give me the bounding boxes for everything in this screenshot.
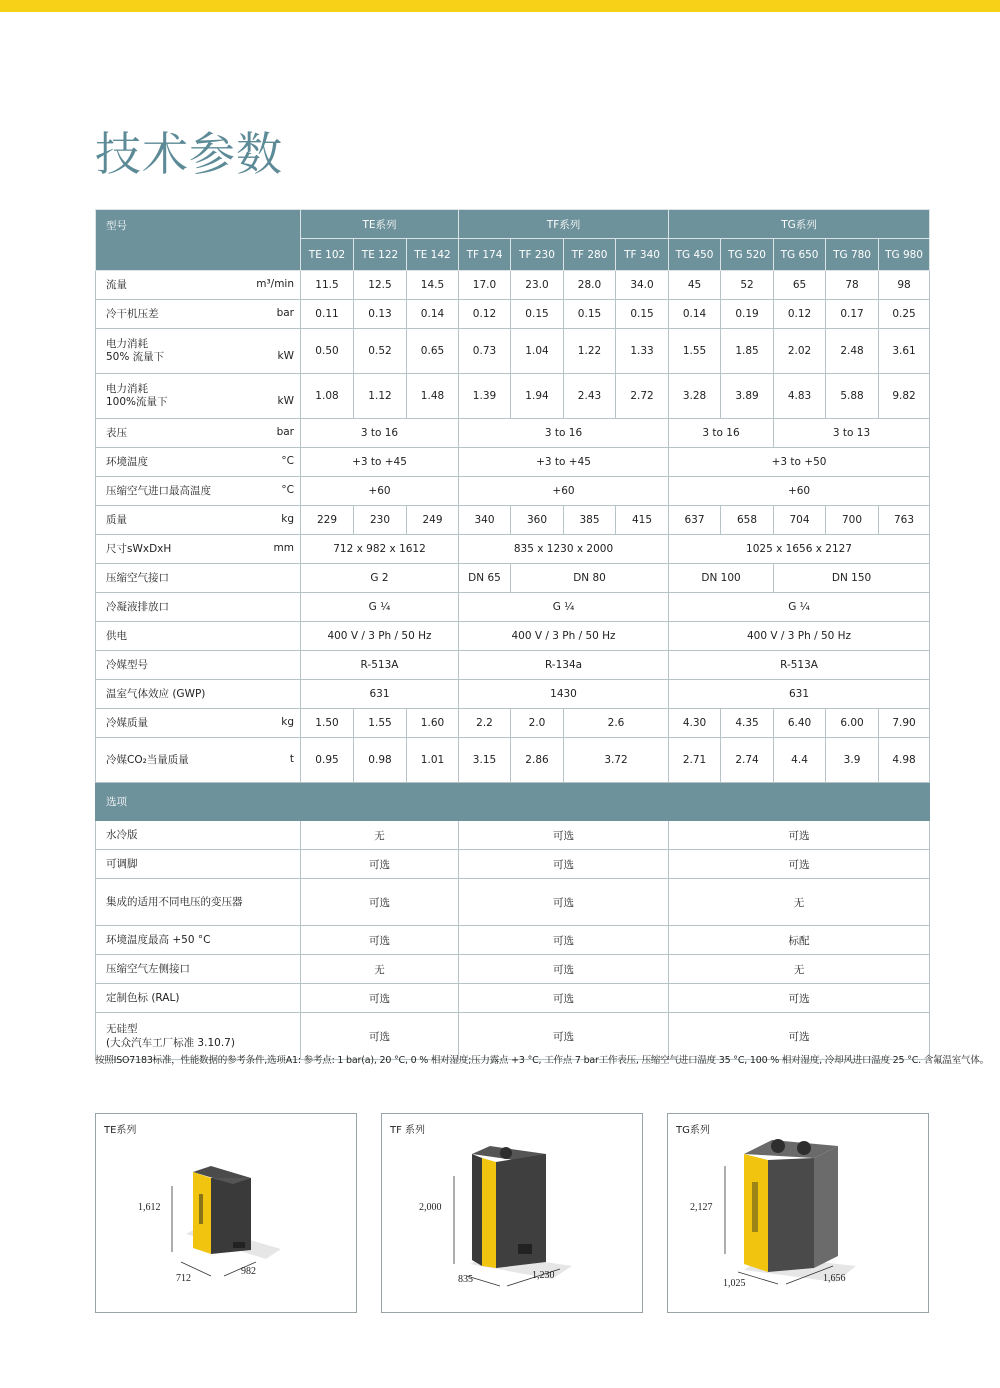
option-cell: 可选: [669, 984, 930, 1013]
options-header-row: [96, 783, 930, 821]
spec-cell: 0.73: [459, 329, 511, 374]
option-cell: 可选: [459, 955, 669, 984]
series-header-tf: TF系列: [459, 210, 669, 239]
spec-cell: 0.65: [407, 329, 459, 374]
spec-cell: 23.0: [511, 271, 564, 300]
spec-cell: 0.95: [301, 738, 354, 783]
spec-cell: 1.55: [669, 329, 721, 374]
row-label: [96, 419, 301, 448]
spec-cell: +60: [301, 477, 459, 506]
model-tg-980: TG 980: [879, 239, 930, 271]
spec-cell: 0.15: [616, 300, 669, 329]
spec-cell: 400 V / 3 Ph / 50 Hz: [669, 622, 930, 651]
spec-cell: 400 V / 3 Ph / 50 Hz: [301, 622, 459, 651]
spec-cell: 17.0: [459, 271, 511, 300]
spec-cell: 34.0: [616, 271, 669, 300]
spec-cell: 0.14: [669, 300, 721, 329]
te-dimension-lines: [96, 1114, 358, 1314]
option-cell: 标配: [669, 926, 930, 955]
spec-cell: 1.39: [459, 374, 511, 419]
model-tg-450: TG 450: [669, 239, 721, 271]
spec-cell: G ¼: [669, 593, 930, 622]
option-cell: 可选: [459, 1013, 669, 1060]
top-accent-bar: [0, 0, 1000, 12]
spec-cell: 3.61: [879, 329, 930, 374]
row-name: 质量: [106, 514, 127, 526]
spec-cell: 400 V / 3 Ph / 50 Hz: [459, 622, 669, 651]
spec-cell: 2.6: [564, 709, 669, 738]
spec-cell: 0.11: [301, 300, 354, 329]
spec-cell: 1.60: [407, 709, 459, 738]
model-tg-650: TG 650: [774, 239, 826, 271]
te-depth-label: 982: [241, 1266, 256, 1277]
option-name: 可调脚: [106, 858, 138, 870]
model-tf-174: TF 174: [459, 239, 511, 271]
option-name: 集成的适用不同电压的变压器: [106, 896, 243, 908]
panel-tf: [381, 1113, 643, 1313]
spec-cell: 658: [721, 506, 774, 535]
row-label: [96, 651, 301, 680]
spec-cell: 3 to 16: [669, 419, 774, 448]
row-label: [96, 738, 301, 783]
row-label: [96, 564, 301, 593]
spec-cell: 6.00: [826, 709, 879, 738]
option-name: 水冷版: [106, 829, 138, 841]
spec-cell: 0.12: [774, 300, 826, 329]
model-header: 型号: [96, 210, 301, 271]
spec-cell: G 2: [301, 564, 459, 593]
spec-cell: 3.15: [459, 738, 511, 783]
spec-cell: DN 150: [774, 564, 930, 593]
spec-cell: G ¼: [301, 593, 459, 622]
spec-cell: 7.90: [879, 709, 930, 738]
spec-cell: 3.28: [669, 374, 721, 419]
spec-cell: 2.71: [669, 738, 721, 783]
model-tf-230: TF 230: [511, 239, 564, 271]
row-name: 流量: [106, 279, 127, 291]
spec-cell: 0.13: [354, 300, 407, 329]
option-cell: 无: [301, 821, 459, 850]
spec-cell: R-513A: [301, 651, 459, 680]
spec-row: [96, 680, 930, 709]
row-name: 冷媒CO₂当量质量: [106, 754, 189, 766]
spec-cell: 3.89: [721, 374, 774, 419]
spec-cell: 3 to 13: [774, 419, 930, 448]
option-cell: 可选: [459, 850, 669, 879]
spec-cell: 230: [354, 506, 407, 535]
spec-cell: 631: [669, 680, 930, 709]
spec-cell: 4.98: [879, 738, 930, 783]
spec-cell: +60: [669, 477, 930, 506]
spec-cell: 65: [774, 271, 826, 300]
spec-cell: 0.12: [459, 300, 511, 329]
series-header-te: TE系列: [301, 210, 459, 239]
row-name: 表压: [106, 427, 127, 439]
spec-cell: 9.82: [879, 374, 930, 419]
option-cell: 可选: [459, 984, 669, 1013]
panel-title: TE系列: [104, 1125, 137, 1136]
spec-cell: 2.48: [826, 329, 879, 374]
spec-cell: +3 to +45: [459, 448, 669, 477]
spec-cell: 2.02: [774, 329, 826, 374]
row-name: 冷凝液排放口: [106, 600, 169, 613]
spec-cell: 2.2: [459, 709, 511, 738]
option-name: 定制色标 (RAL): [106, 992, 180, 1004]
series-header-tg: TG系列: [669, 210, 930, 239]
spec-cell: 1430: [459, 680, 669, 709]
option-label: [96, 850, 301, 879]
spec-cell: 1.04: [511, 329, 564, 374]
spec-cell: DN 80: [511, 564, 669, 593]
spec-row: [96, 622, 930, 651]
option-cell: 可选: [301, 1013, 459, 1060]
spec-body: [96, 271, 930, 1060]
spec-cell: 0.17: [826, 300, 879, 329]
spec-cell: 1.08: [301, 374, 354, 419]
spec-cell: 6.40: [774, 709, 826, 738]
tg-height-label: 2,127: [690, 1202, 713, 1213]
spec-cell: 0.19: [721, 300, 774, 329]
model-tg-780: TG 780: [826, 239, 879, 271]
model-tf-280: TF 280: [564, 239, 616, 271]
spec-cell: R-134a: [459, 651, 669, 680]
option-row: [96, 821, 930, 850]
panel-tg: [667, 1113, 929, 1313]
te-height-label: 1,612: [138, 1202, 161, 1213]
row-name: 尺寸sWxDxH: [106, 543, 172, 555]
spec-cell: 2.43: [564, 374, 616, 419]
spec-cell: 2.86: [511, 738, 564, 783]
row-unit: kg: [281, 716, 294, 728]
spec-cell: 11.5: [301, 271, 354, 300]
spec-cell: 700: [826, 506, 879, 535]
spec-cell: 637: [669, 506, 721, 535]
spec-cell: 14.5: [407, 271, 459, 300]
row-unit: kg: [281, 513, 294, 525]
spec-cell: 249: [407, 506, 459, 535]
spec-cell: 0.50: [301, 329, 354, 374]
spec-cell: 0.52: [354, 329, 407, 374]
row-label: [96, 680, 301, 709]
spec-cell: 385: [564, 506, 616, 535]
row-label: [96, 593, 301, 622]
spec-cell: 229: [301, 506, 354, 535]
spec-row: [96, 419, 930, 448]
spec-cell: 1.33: [616, 329, 669, 374]
row-unit: °C: [281, 484, 294, 496]
option-row: [96, 955, 930, 984]
row-name: 冷媒型号: [106, 658, 148, 671]
spec-cell: 4.35: [721, 709, 774, 738]
spec-cell: 1.94: [511, 374, 564, 419]
row-unit: °C: [281, 455, 294, 467]
row-unit: kW: [277, 350, 294, 362]
option-cell: 可选: [669, 821, 930, 850]
row-name: 电力消耗 100%流量下: [106, 383, 168, 408]
row-name: 冷媒质量: [106, 717, 148, 729]
option-cell: 可选: [301, 850, 459, 879]
spec-cell: 2.72: [616, 374, 669, 419]
spec-cell: 0.98: [354, 738, 407, 783]
page-title: 技术参数: [95, 127, 283, 181]
spec-cell: 763: [879, 506, 930, 535]
spec-cell: 712 x 982 x 1612: [301, 535, 459, 564]
row-label: [96, 374, 301, 419]
option-row: [96, 850, 930, 879]
row-label: [96, 271, 301, 300]
row-name: 供电: [106, 629, 127, 642]
row-unit: t: [289, 753, 294, 765]
spec-cell: 631: [301, 680, 459, 709]
row-name: 环境温度: [106, 456, 148, 468]
spec-row: [96, 300, 930, 329]
row-name: 温室气体效应 (GWP): [106, 687, 206, 700]
spec-row: [96, 709, 930, 738]
row-name: 压缩空气进口最高温度: [106, 485, 211, 497]
spec-cell: 3 to 16: [301, 419, 459, 448]
row-label: [96, 477, 301, 506]
spec-cell: 0.14: [407, 300, 459, 329]
option-label: [96, 955, 301, 984]
option-cell: 可选: [301, 879, 459, 926]
spec-cell: +60: [459, 477, 669, 506]
option-label: [96, 984, 301, 1013]
spec-cell: 5.88: [826, 374, 879, 419]
row-name: 电力消耗 50% 流量下: [106, 338, 165, 363]
spec-row: [96, 506, 930, 535]
spec-cell: 1.22: [564, 329, 616, 374]
spec-cell: 415: [616, 506, 669, 535]
option-name: 无硅型 (大众汽车工厂标准 3.10.7): [106, 1023, 235, 1049]
panel-te: [95, 1113, 357, 1313]
option-row: [96, 879, 930, 926]
spec-row: [96, 477, 930, 506]
spec-cell: 52: [721, 271, 774, 300]
spec-cell: +3 to +45: [301, 448, 459, 477]
row-unit: mm: [273, 542, 294, 554]
options-header: 选项: [96, 783, 930, 821]
spec-cell: 704: [774, 506, 826, 535]
spec-table: [95, 209, 930, 1060]
spec-row: [96, 564, 930, 593]
model-tg-520: TG 520: [721, 239, 774, 271]
spec-cell: 3.72: [564, 738, 669, 783]
option-row: [96, 984, 930, 1013]
spec-cell: 12.5: [354, 271, 407, 300]
tg-dimension-lines: [668, 1114, 930, 1314]
spec-cell: 1.01: [407, 738, 459, 783]
option-label: [96, 926, 301, 955]
option-cell: 无: [669, 879, 930, 926]
row-label: [96, 448, 301, 477]
row-name: 压缩空气接口: [106, 571, 169, 584]
panel-title: TF 系列: [390, 1125, 426, 1136]
spec-row: [96, 271, 930, 300]
spec-cell: 78: [826, 271, 879, 300]
spec-row: [96, 593, 930, 622]
option-cell: 无: [669, 955, 930, 984]
te-width-label: 712: [176, 1273, 191, 1284]
spec-cell: 1.50: [301, 709, 354, 738]
spec-row: [96, 329, 930, 374]
option-cell: 可选: [301, 984, 459, 1013]
tf-width-label: 835: [458, 1274, 473, 1285]
option-cell: 可选: [669, 1013, 930, 1060]
row-unit: m³/min: [256, 278, 294, 290]
spec-row: [96, 374, 930, 419]
spec-cell: 1.55: [354, 709, 407, 738]
option-cell: 可选: [459, 821, 669, 850]
spec-cell: G ¼: [459, 593, 669, 622]
row-label: [96, 709, 301, 738]
spec-cell: 2.74: [721, 738, 774, 783]
row-label: [96, 506, 301, 535]
tg-depth-label: 1,656: [823, 1273, 846, 1284]
spec-cell: 28.0: [564, 271, 616, 300]
spec-cell: DN 65: [459, 564, 511, 593]
spec-cell: 3 to 16: [459, 419, 669, 448]
spec-cell: 360: [511, 506, 564, 535]
row-unit: kW: [277, 395, 294, 407]
option-cell: 可选: [459, 926, 669, 955]
option-cell: 可选: [301, 926, 459, 955]
spec-row: [96, 651, 930, 680]
panel-title: TG系列: [676, 1125, 710, 1136]
spec-row: [96, 448, 930, 477]
spec-cell: 98: [879, 271, 930, 300]
spec-cell: 4.4: [774, 738, 826, 783]
tf-depth-label: 1,230: [532, 1270, 555, 1281]
spec-cell: 2.0: [511, 709, 564, 738]
spec-cell: 835 x 1230 x 2000: [459, 535, 669, 564]
option-cell: 可选: [459, 879, 669, 926]
option-label: [96, 821, 301, 850]
row-unit: bar: [276, 307, 294, 319]
row-label: [96, 329, 301, 374]
row-label: [96, 535, 301, 564]
option-name: 环境温度最高 +50 °C: [106, 934, 211, 946]
option-label: [96, 879, 301, 926]
spec-cell: DN 100: [669, 564, 774, 593]
spec-cell: 0.15: [511, 300, 564, 329]
footnote: 按照ISO7183标准，性能数据的参考条件,选项A1: 参考点: 1 bar(a), 20 °C, 0 % 相对湿度;压力露点 +3 °C, 工作点 7 bar工作表压, 压缩空气进口温度 35 °C, 100 % 相对湿度, 冷却风进口温度 25 °C. 含氟温室气体。: [95, 1055, 989, 1066]
spec-cell: 4.30: [669, 709, 721, 738]
tf-height-label: 2,000: [419, 1202, 442, 1213]
option-row: [96, 926, 930, 955]
model-te-142: TE 142: [407, 239, 459, 271]
model-te-102: TE 102: [301, 239, 354, 271]
spec-cell: R-513A: [669, 651, 930, 680]
row-label: [96, 300, 301, 329]
spec-cell: 0.15: [564, 300, 616, 329]
row-label: [96, 622, 301, 651]
option-cell: 可选: [669, 850, 930, 879]
spec-cell: 340: [459, 506, 511, 535]
tg-width-label: 1,025: [723, 1278, 746, 1289]
spec-cell: 0.25: [879, 300, 930, 329]
row-name: 冷干机压差: [106, 308, 159, 320]
spec-row: [96, 535, 930, 564]
spec-cell: 1.12: [354, 374, 407, 419]
option-name: 压缩空气左侧接口: [106, 963, 190, 975]
spec-cell: +3 to +50: [669, 448, 930, 477]
spec-cell: 1025 x 1656 x 2127: [669, 535, 930, 564]
model-tf-340: TF 340: [616, 239, 669, 271]
spec-row: [96, 738, 930, 783]
spec-cell: 1.85: [721, 329, 774, 374]
spec-cell: 3.9: [826, 738, 879, 783]
spec-cell: 1.48: [407, 374, 459, 419]
model-te-122: TE 122: [354, 239, 407, 271]
tf-dimension-lines: [382, 1114, 644, 1314]
row-unit: bar: [276, 426, 294, 438]
spec-cell: 45: [669, 271, 721, 300]
option-cell: 无: [301, 955, 459, 984]
spec-cell: 4.83: [774, 374, 826, 419]
